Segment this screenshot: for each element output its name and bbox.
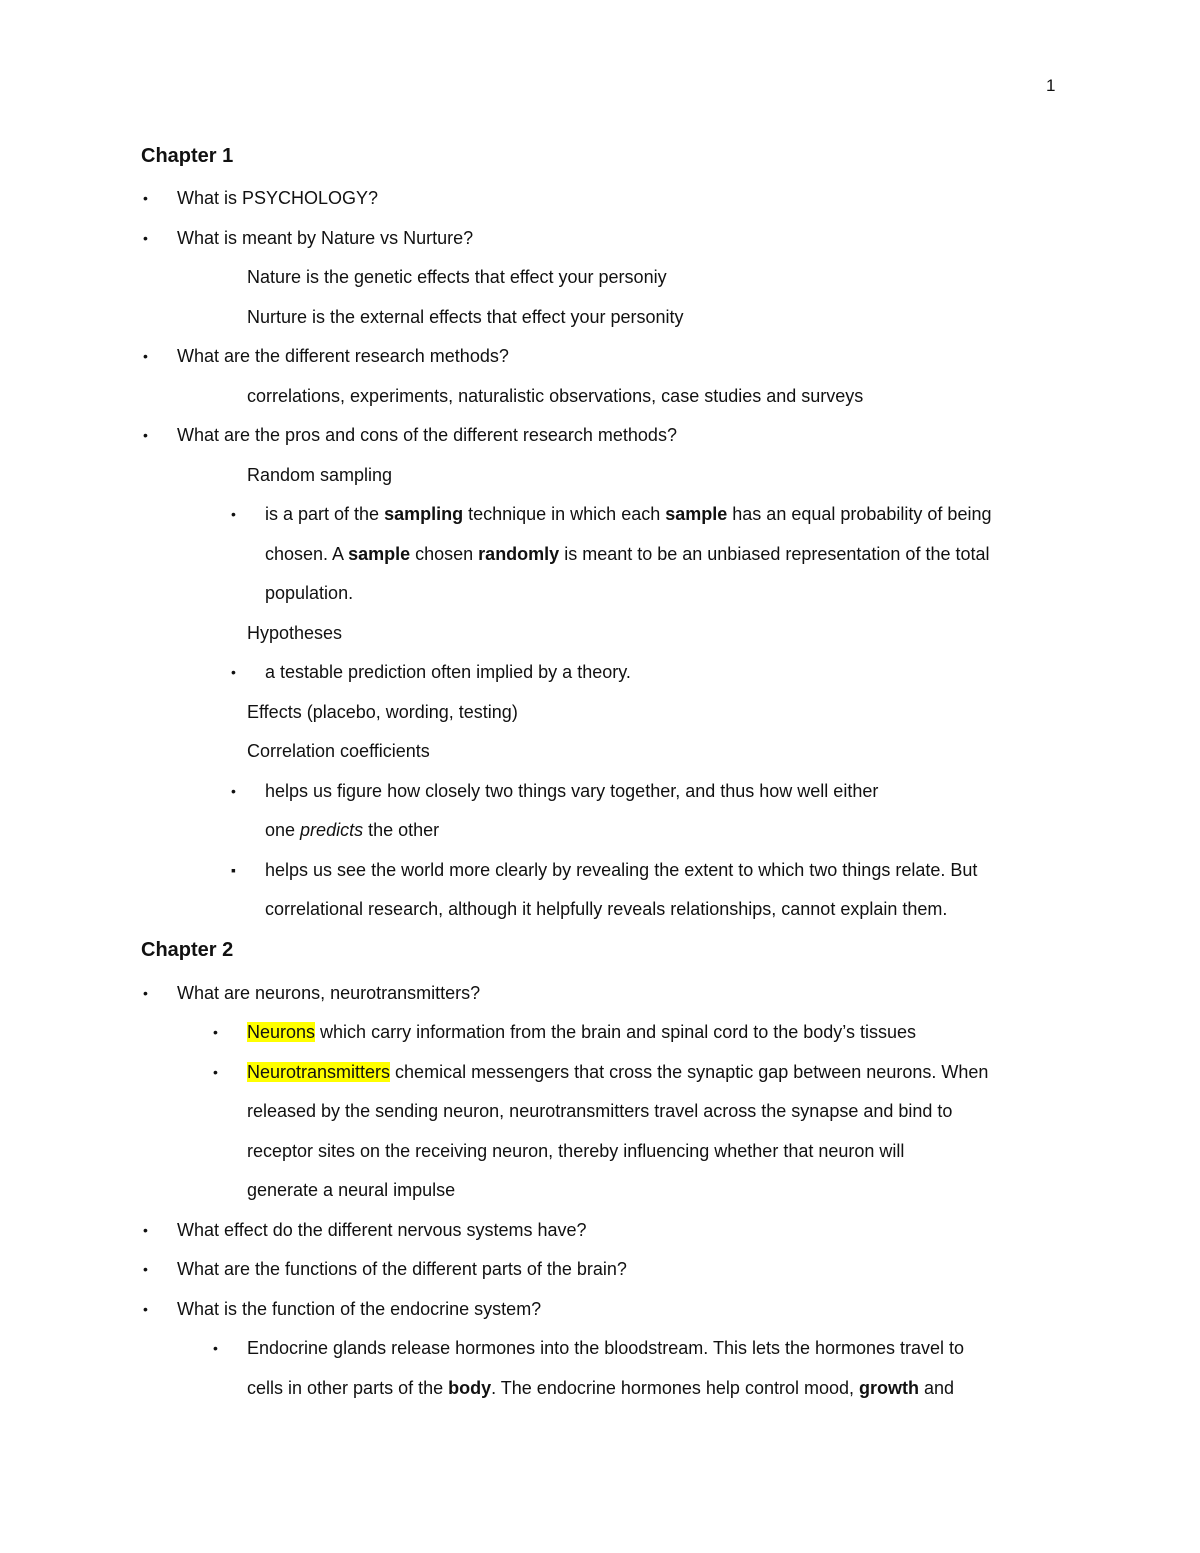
random-sampling-line-3: population. <box>265 583 354 603</box>
correlation-bullet-1-line-1: helps us figure how closely two things vary together, and thus how well either <box>265 781 879 801</box>
question-endocrine: What is the function of the endocrine system? <box>177 1299 542 1319</box>
question-research-methods: What are the different research methods? <box>177 346 509 366</box>
question-brain-parts: What are the functions of the different parts of the brain? <box>177 1259 627 1279</box>
bullet: • <box>231 783 236 799</box>
random-sampling-line-1: is a part of the sampling technique in which each sample has an equal probability of being <box>265 504 992 524</box>
label-effects: Effects (placebo, wording, testing) <box>247 702 518 722</box>
label-correlation-coefficients: Correlation coefficients <box>247 741 430 761</box>
label-hypotheses: Hypotheses <box>247 623 343 643</box>
neurotransmitters-line-3: receptor sites on the receiving neuron, thereby influencing whether that neuron will <box>247 1141 905 1161</box>
bullet: • <box>143 985 148 1001</box>
bullet: • <box>143 1222 148 1238</box>
bullet: • <box>143 1301 148 1317</box>
answer-nurture: Nurture is the external effects that effect your personity <box>247 307 684 327</box>
neurons-definition: Neurons which carry information from the brain and spinal cord to the body’s tissues <box>247 1022 917 1042</box>
chapter-2-heading: Chapter 2 <box>141 939 234 961</box>
question-neurons: What are neurons, neurotransmitters? <box>177 983 481 1003</box>
correlation-bullet-2-line-1: helps us see the world more clearly by revealing the extent to which two things relate. But <box>265 860 978 880</box>
hypotheses-definition: a testable prediction often implied by a theory. <box>265 662 631 682</box>
bullet: • <box>213 1340 218 1356</box>
square-bullet: ▪ <box>231 862 236 878</box>
bullet: • <box>143 427 148 443</box>
bullet: • <box>213 1064 218 1080</box>
bullet: • <box>143 190 148 206</box>
correlation-bullet-2-line-2: correlational research, although it helpfully reveals relationships, cannot explain them. <box>265 899 948 919</box>
highlight-neurons: Neurons <box>247 1022 316 1042</box>
label-random-sampling: Random sampling <box>247 465 393 485</box>
bullet: • <box>213 1024 218 1040</box>
answer-research-methods: correlations, experiments, naturalistic observations, case studies and surveys <box>247 386 864 406</box>
endocrine-line-2: cells in other parts of the body. The endocrine hormones help control mood, growth and <box>247 1378 955 1398</box>
question-nervous-systems: What effect do the different nervous systems have? <box>177 1220 587 1240</box>
endocrine-line-1: Endocrine glands release hormones into the bloodstream. This lets the hormones travel to <box>247 1338 965 1358</box>
question-pros-cons: What are the pros and cons of the different research methods? <box>177 425 677 445</box>
highlight-neurotransmitters: Neurotransmitters <box>247 1062 391 1082</box>
bullet: • <box>231 506 236 522</box>
neurotransmitters-line-4: generate a neural impulse <box>247 1180 456 1200</box>
correlation-bullet-1-line-2: one predicts the other <box>265 820 440 840</box>
bullet: • <box>231 664 236 680</box>
page-number: 1 <box>1046 76 1056 95</box>
neurotransmitters-line-2: released by the sending neuron, neurotransmitters travel across the synapse and bind to <box>247 1101 953 1121</box>
bullet: • <box>143 230 148 246</box>
neurotransmitters-line-1: Neurotransmitters chemical messengers that cross the synaptic gap between neurons. When <box>247 1062 989 1082</box>
bullet: • <box>143 348 148 364</box>
bullet: • <box>143 1261 148 1277</box>
question-psychology: What is PSYCHOLOGY? <box>177 188 379 208</box>
chapter-1-heading: Chapter 1 <box>141 145 234 167</box>
question-nature-nurture: What is meant by Nature vs Nurture? <box>177 228 474 248</box>
random-sampling-line-2: chosen. A sample chosen randomly is meant to be an unbiased representation of the total <box>265 544 990 564</box>
answer-nature: Nature is the genetic effects that effect your personiy <box>247 267 667 287</box>
